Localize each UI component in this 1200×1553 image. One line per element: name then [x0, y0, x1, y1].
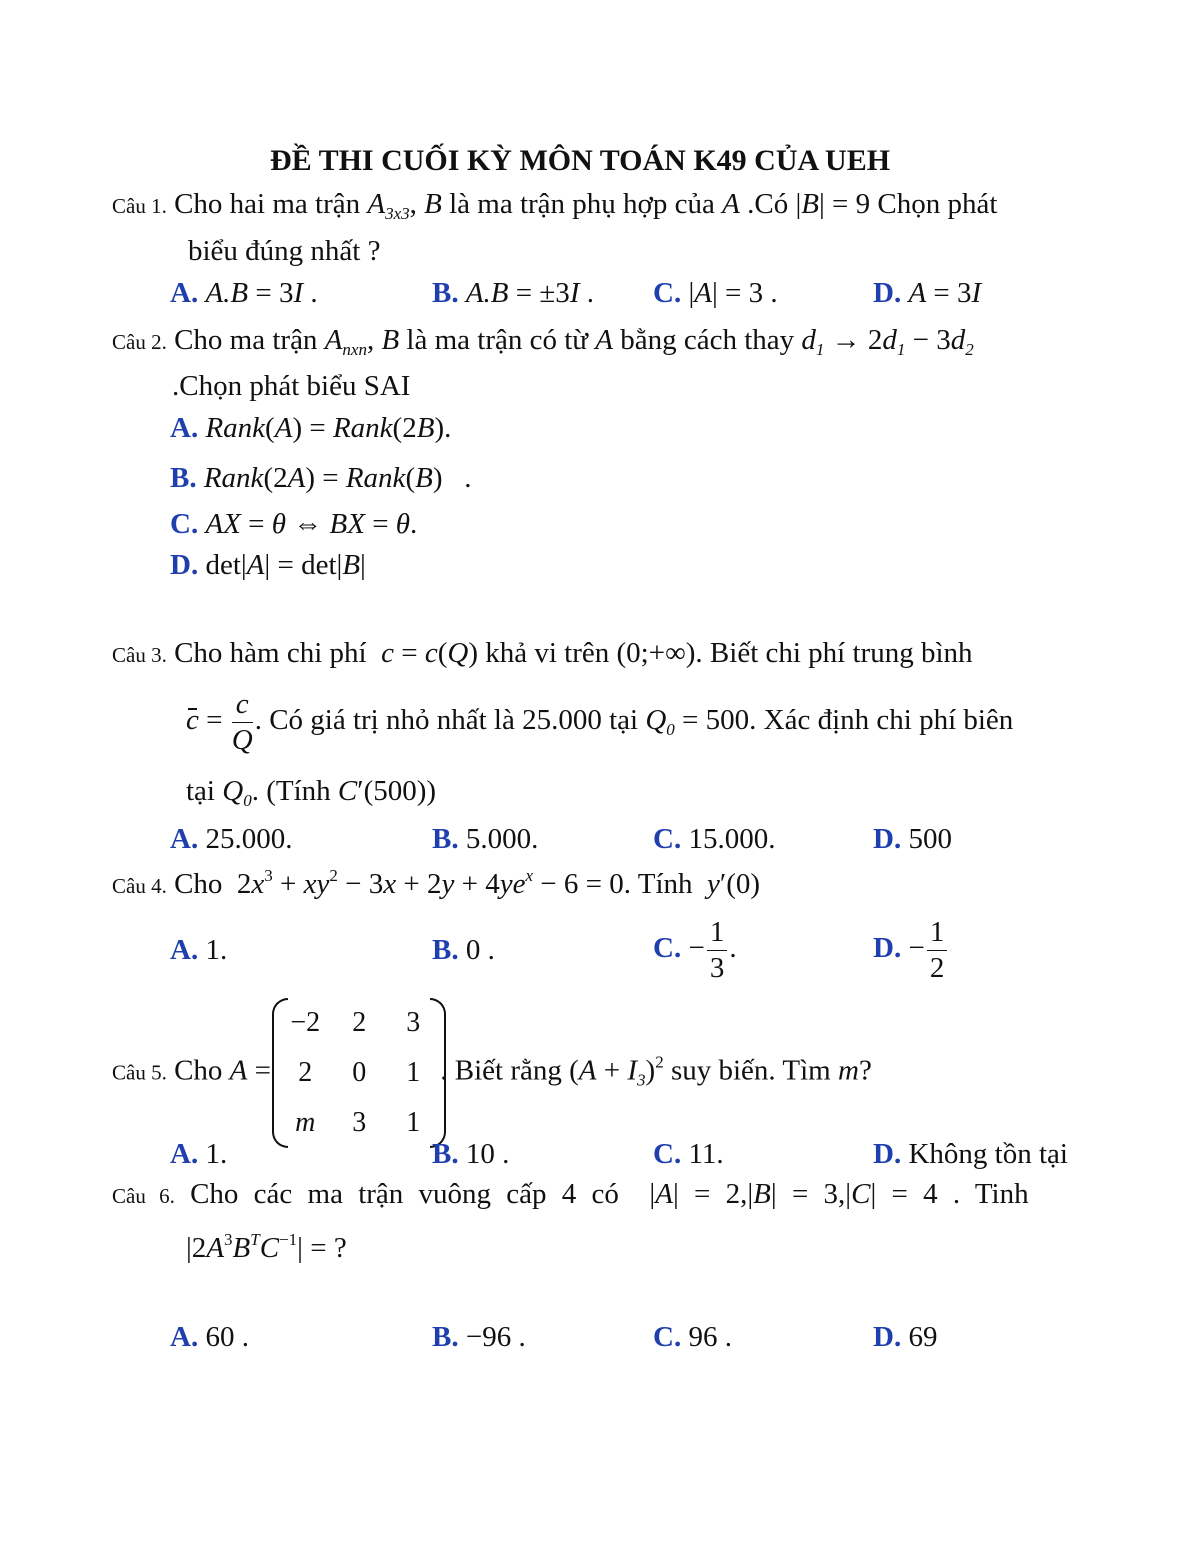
q1-option-d: D. A = 3I — [873, 277, 982, 309]
question-text: là ma trận có từ — [406, 324, 589, 356]
question-4: Câu 4. Cho $2x^3 + xy^2 - 3x + 2y + 4ye^x - 6 = 0$. Tính y′(0) — [112, 866, 761, 900]
question-text: . Xác định chi phí biên — [749, 704, 1014, 737]
question-text: Cho hai ma trận — [174, 188, 361, 220]
q5-option-b: B. 10 . — [432, 1138, 510, 1170]
question-text: suy biến. Tìm — [670, 1054, 831, 1087]
question-text: bằng cách thay — [620, 324, 795, 356]
question-6-line-2: $|2A^3B^TC^{-1}|$ = ? — [186, 1230, 347, 1264]
q4-option-c: C. − $\frac{1}{3}$ . — [653, 916, 737, 984]
question-text: Cho hàm chi phí — [174, 637, 367, 669]
question-text: . Biết chi phí trung bình — [695, 637, 973, 669]
question-number: Câu 5. — [112, 1060, 167, 1085]
q6-option-c: C. 96 . — [653, 1321, 732, 1353]
question-6: Câu 6. Cho các ma trận vuông cấp 4 có |A| = 2,|B| = 3,|C| = 4 . Tinh — [112, 1178, 1029, 1210]
question-5: Câu 5. Cho A = −2 2 3 2 0 1 m 3 1 . Biết rằng $(A + I_3)^2$ suy biến. Tìm m? — [112, 998, 872, 1148]
question-3: Câu 3. Cho hàm chi phí c = c(Q) khả vi trên (0;+∞). Biết chi phí trung bình — [112, 637, 973, 669]
q4-option-d: D. − $\frac{1}{2}$ — [873, 918, 949, 983]
page-title: ĐỀ THI CUỐI KỲ MÔN TOÁN K49 CỦA UEH — [269, 144, 891, 177]
question-text: . Có giá trị nhỏ nhất là 25.000 tại — [254, 704, 639, 737]
q4-option-b: B. 0 . — [432, 934, 495, 966]
q1-option-c: C. |A| = 3 . — [653, 277, 778, 309]
question-text: Cho ma trận — [174, 324, 318, 356]
question-text: Tinh — [974, 1178, 1029, 1210]
question-text: là ma trận phụ hợp của — [449, 188, 715, 220]
question-text: Cho — [174, 868, 223, 900]
question-3-line-3: tại $Q_0$. (Tính C′(500)) — [186, 775, 437, 810]
q6-option-d: D. 69 — [873, 1321, 938, 1353]
question-number: Câu 3. — [112, 643, 167, 667]
matrix-a: −2 2 3 2 0 1 m 3 1 — [278, 998, 440, 1148]
question-number: Câu 1. — [112, 194, 167, 218]
question-text: Cho các ma trận vuông cấp 4 có — [190, 1178, 619, 1210]
q2-option-b: B. Rank(2A) = Rank(B) . — [170, 462, 472, 494]
question-number: Câu 2. — [112, 330, 167, 354]
q6-option-b: B. −96 . — [432, 1321, 526, 1353]
q3-option-c: C. 15.000. — [653, 823, 776, 855]
question-text: Chọn phát — [877, 188, 998, 220]
question-text: khả vi trên — [485, 637, 610, 669]
q3-option-a: A. 25.000. — [170, 823, 293, 855]
q5-option-a: A. 1. — [170, 1138, 228, 1170]
question-text: . Biết rằng — [440, 1054, 562, 1087]
q4-option-a: A. 1. — [170, 934, 228, 966]
q5-option-c: C. 11. — [653, 1138, 724, 1170]
q1-option-a: A. A.B = 3I . — [170, 277, 318, 309]
q2-option-d: D. det|A| = det|B| — [170, 549, 366, 581]
question-number: Câu 4. — [112, 874, 167, 898]
question-1: Câu 1. Cho hai ma trận $A_{3x3}$, B là ma trận phụ hợp của A .Có |B| = 9 Chọn phát — [112, 188, 998, 223]
question-1-line-2: biểu đúng nhất ? — [188, 235, 381, 267]
question-text: tại — [186, 775, 215, 807]
q6-option-a: A. 60 . — [170, 1321, 249, 1353]
question-text: . Tính — [623, 868, 693, 900]
q2-option-c: C. AX = θ ⇔ BX = θ. — [170, 508, 418, 540]
question-text: . (Tính — [251, 775, 331, 807]
q3-option-b: B. 5.000. — [432, 823, 539, 855]
question-3-line-2: c = $\frac{c}{Q}$ . Có giá trị nhỏ nhất là 25.000 tại $Q_0 = 500$. Xác định chi phí biên — [186, 688, 1014, 756]
question-number: Câu 6. — [112, 1184, 175, 1208]
q3-option-d: D. 500 — [873, 823, 952, 855]
question-text: .Có — [747, 188, 789, 220]
q2-option-a: A. Rank(A) = Rank(2B). — [170, 412, 452, 444]
question-2: Câu 2. Cho ma trận $A_{nxn}$, B là ma trận có từ A bằng cách thay $d_1 \to 2d_1 - 3d_2$ — [112, 324, 974, 359]
question-2-line-2: .Chọn phát biểu SAI — [172, 370, 411, 402]
q1-option-b: B. A.B = ±3I . — [432, 277, 594, 309]
question-text: Cho — [174, 1054, 223, 1087]
q5-option-d: D. Không tồn tại — [873, 1138, 1068, 1170]
